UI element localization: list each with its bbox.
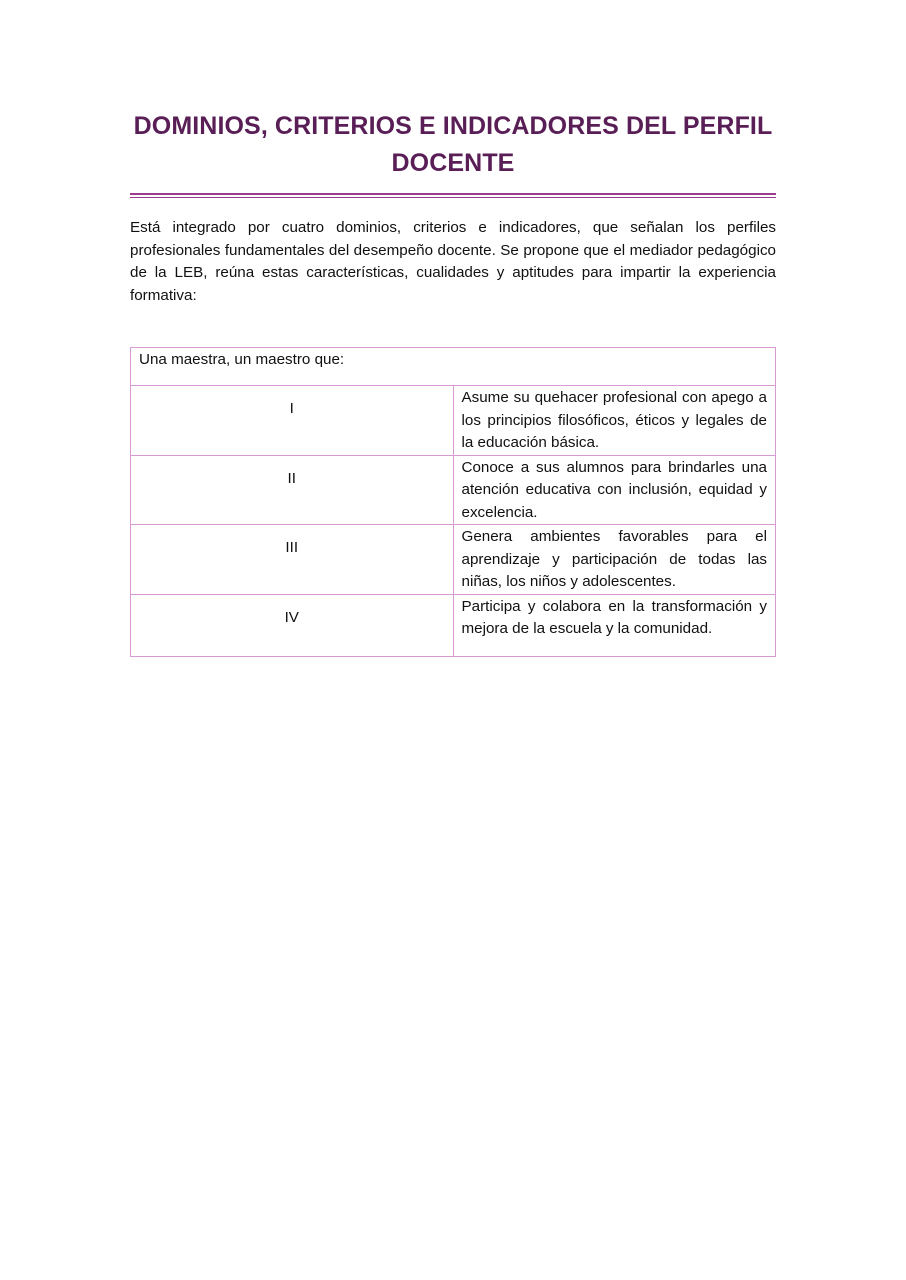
table-header: Una maestra, un maestro que: — [131, 348, 776, 386]
intro-paragraph: Está integrado por cuatro dominios, criterios e indicadores, que señalan los perfiles profesionales fundamentales del desempeño docente. Se propone que el mediador pedagógico de la LEB, reúna estas características, cualidades y aptitudes para impartir la experiencia formativa: — [130, 219, 776, 304]
row-text: Genera ambientes favorables para el aprendizaje y participación de todas las niñas, los niños y adolescentes. — [453, 525, 776, 595]
row-text: Participa y colabora en la transformación y mejora de la escuela y la comunidad. — [453, 594, 776, 656]
row-text: Conoce a sus alumnos para brindarles una atención educativa con inclusión, equidad y excelencia. — [453, 455, 776, 525]
profile-table — [130, 347, 776, 657]
table-row — [131, 455, 776, 525]
table-row — [131, 386, 776, 456]
row-number: II — [131, 455, 454, 525]
row-number: I — [131, 386, 454, 456]
table-row — [131, 525, 776, 595]
row-text: Asume su quehacer profesional con apego a los principios filosóficos, éticos y legales de la educación básica. — [453, 386, 776, 456]
table-row — [131, 594, 776, 656]
row-number: III — [131, 525, 454, 595]
row-number: IV — [131, 594, 454, 656]
document-title: DOMINIOS, CRITERIOS E INDICADORES DEL PERFIL DOCENTE — [133, 112, 773, 177]
document-page — [130, 108, 776, 657]
table-header-row — [131, 348, 776, 386]
title-divider — [130, 193, 776, 195]
